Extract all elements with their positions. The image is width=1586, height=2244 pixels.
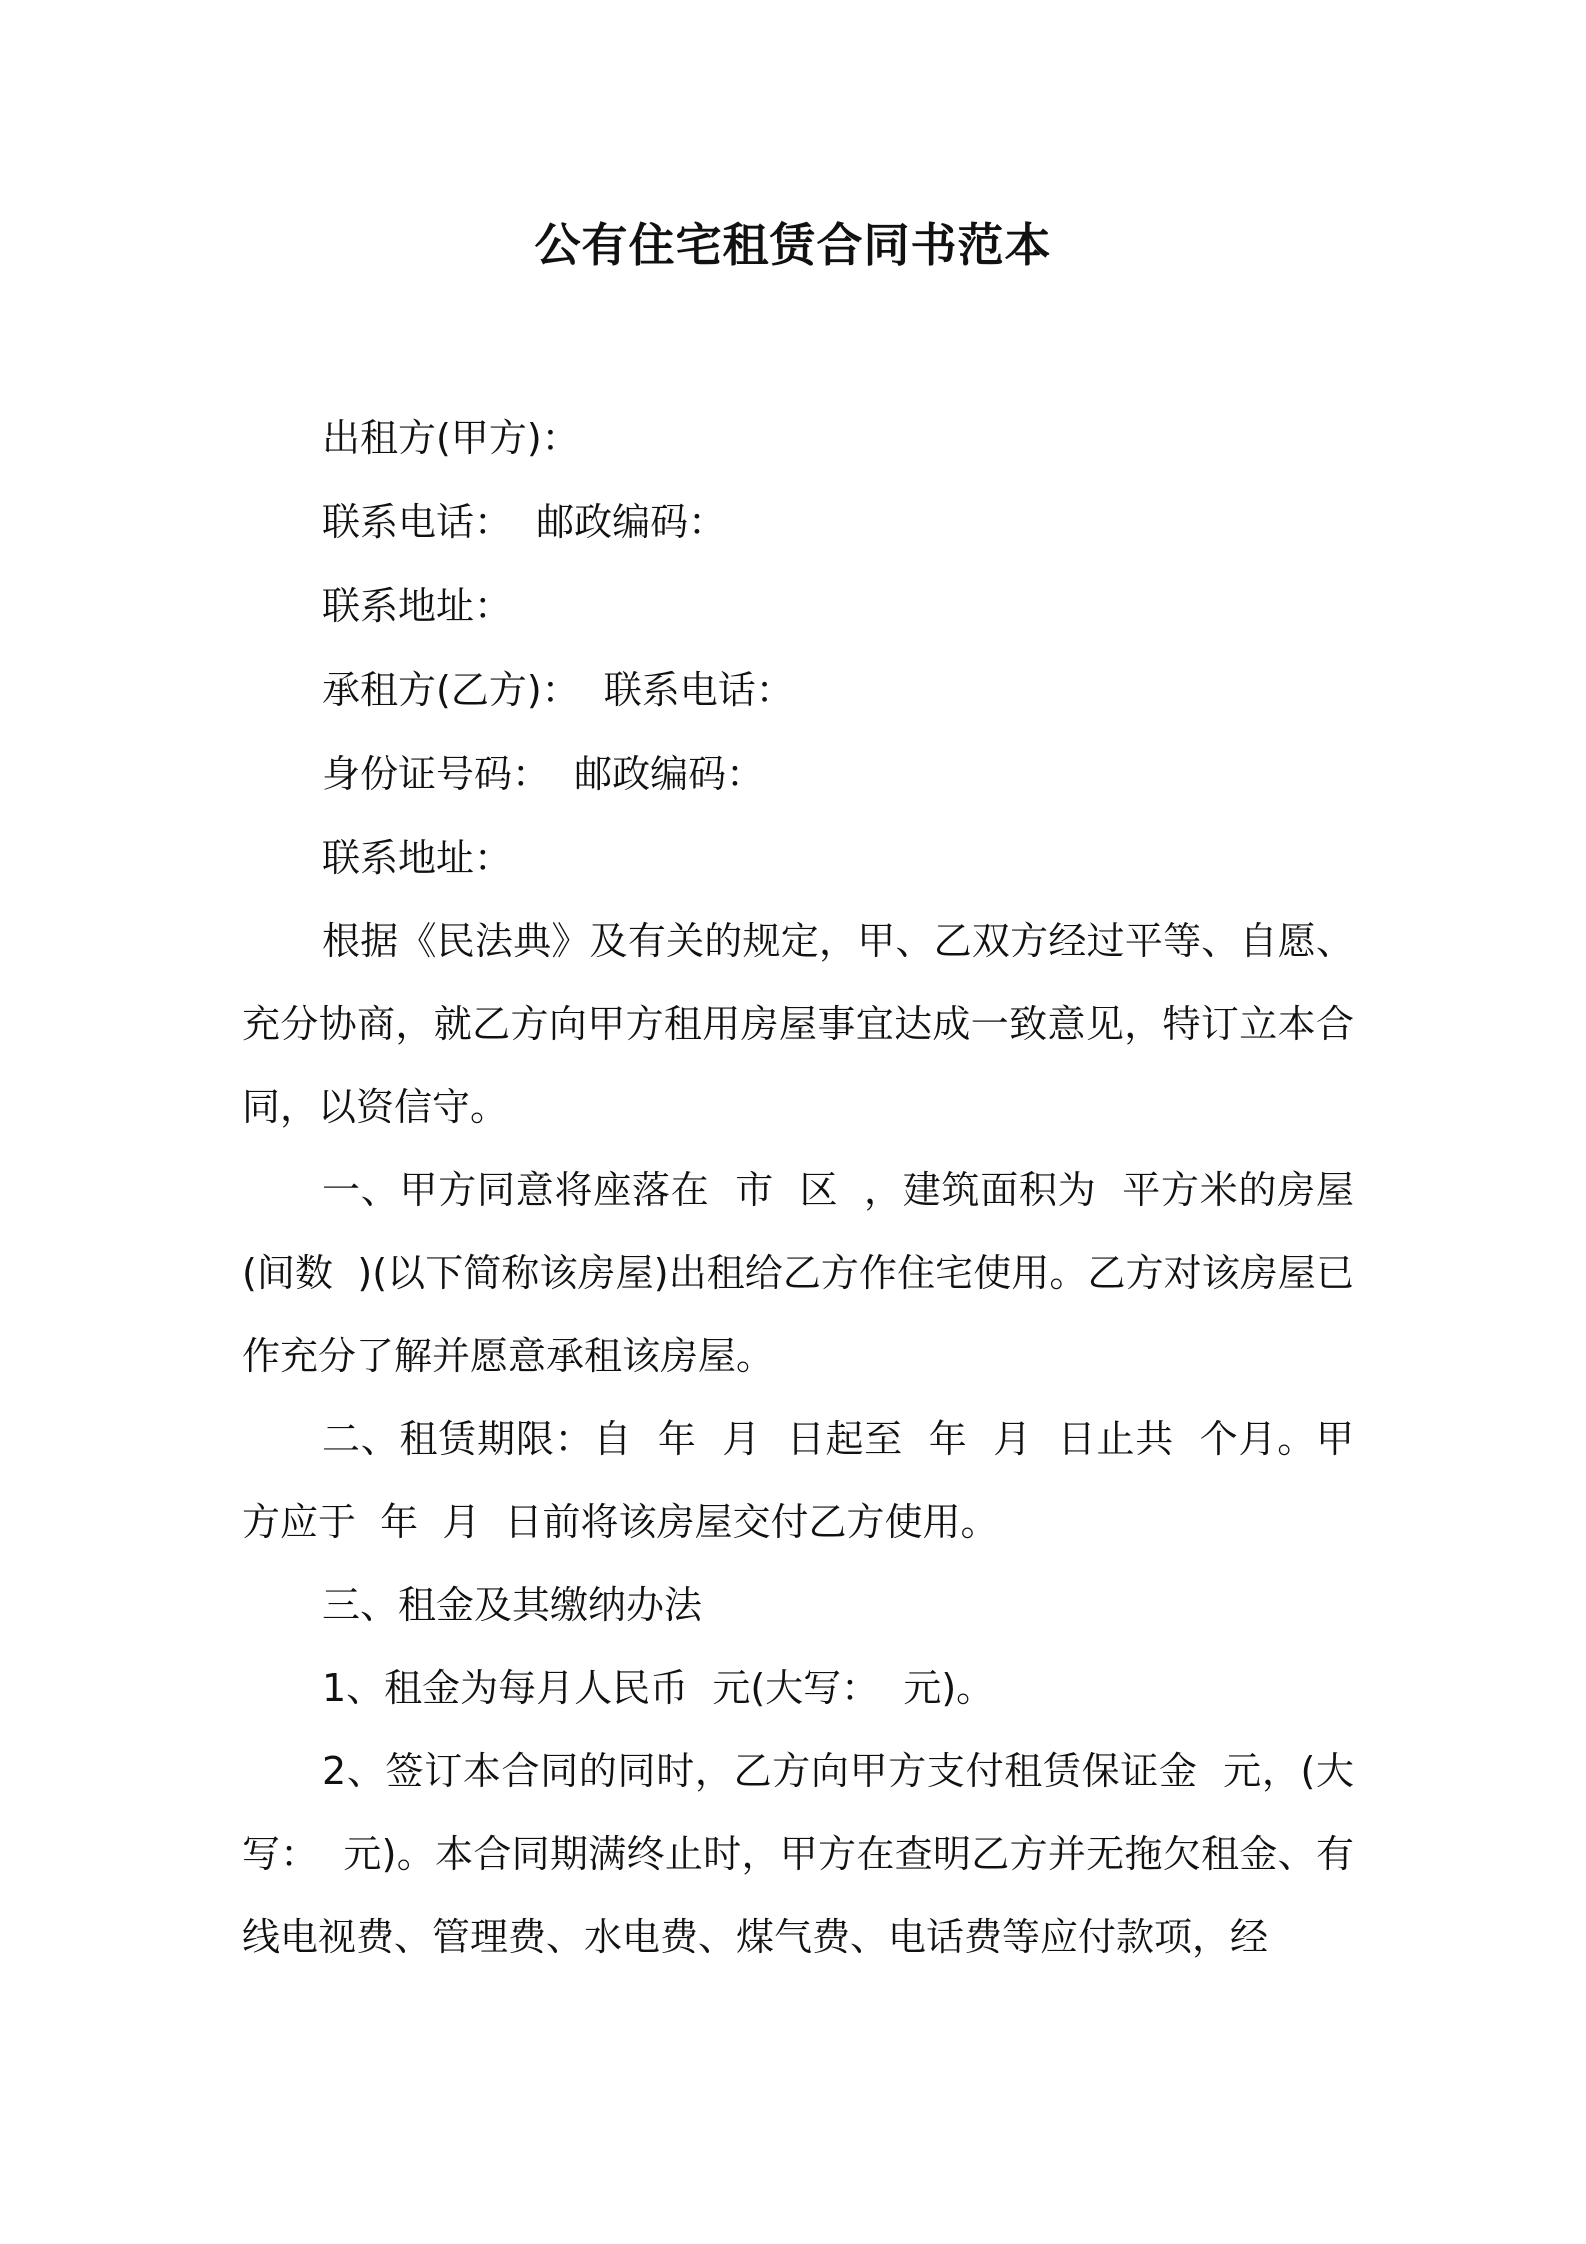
clause-two-paragraph: 二、租赁期限：自 年 月 日起至 年 月 日止共 个月。甲方应于 年 月 日前将该房屋交付乙方使用。 (242, 1417, 1354, 1544)
lessor-address-field: 联系地址： (322, 584, 513, 628)
preamble-paragraph: 根据《民法典》及有关的规定，甲、乙双方经过平等、自愿、充分协商，就乙方向甲方租用房屋事宜达成一致意见，特订立本合同，以资信守。 (242, 919, 1354, 1129)
lessee-address-field: 联系地址： (322, 836, 513, 880)
lessee-phone-field: 承租方(乙方)： 联系电话： (322, 668, 794, 712)
document-title: 公有住宅租赁合同书范本 (534, 218, 1052, 272)
lessor-phone-postcode-field: 联系电话： 邮政编码： (322, 500, 727, 544)
rent-amount-item: 1、租金为每月人民币 元(大写： 元)。 (322, 1666, 995, 1710)
clause-three-heading: 三、租金及其缴纳办法 (322, 1583, 703, 1627)
deposit-item: 2、签订本合同的同时，乙方向甲方支付租赁保证金 元，(大写： 元)。本合同期满终止时，甲方在查明乙方并无拖欠租金、有线电视费、管理费、水电费、煤气费、电话费等应付款项，经 (242, 1749, 1354, 1959)
clause-one-paragraph: 一、甲方同意将座落在 市 区 ，建筑面积为 平方米的房屋(间数 )(以下简称该房屋)出租给乙方作住宅使用。乙方对该房屋已作充分了解并愿意承租该房屋。 (242, 1168, 1354, 1378)
lessor-field: 出租方(甲方)： (322, 416, 580, 460)
lessee-id-postcode-field: 身份证号码： 邮政编码： (322, 752, 765, 796)
